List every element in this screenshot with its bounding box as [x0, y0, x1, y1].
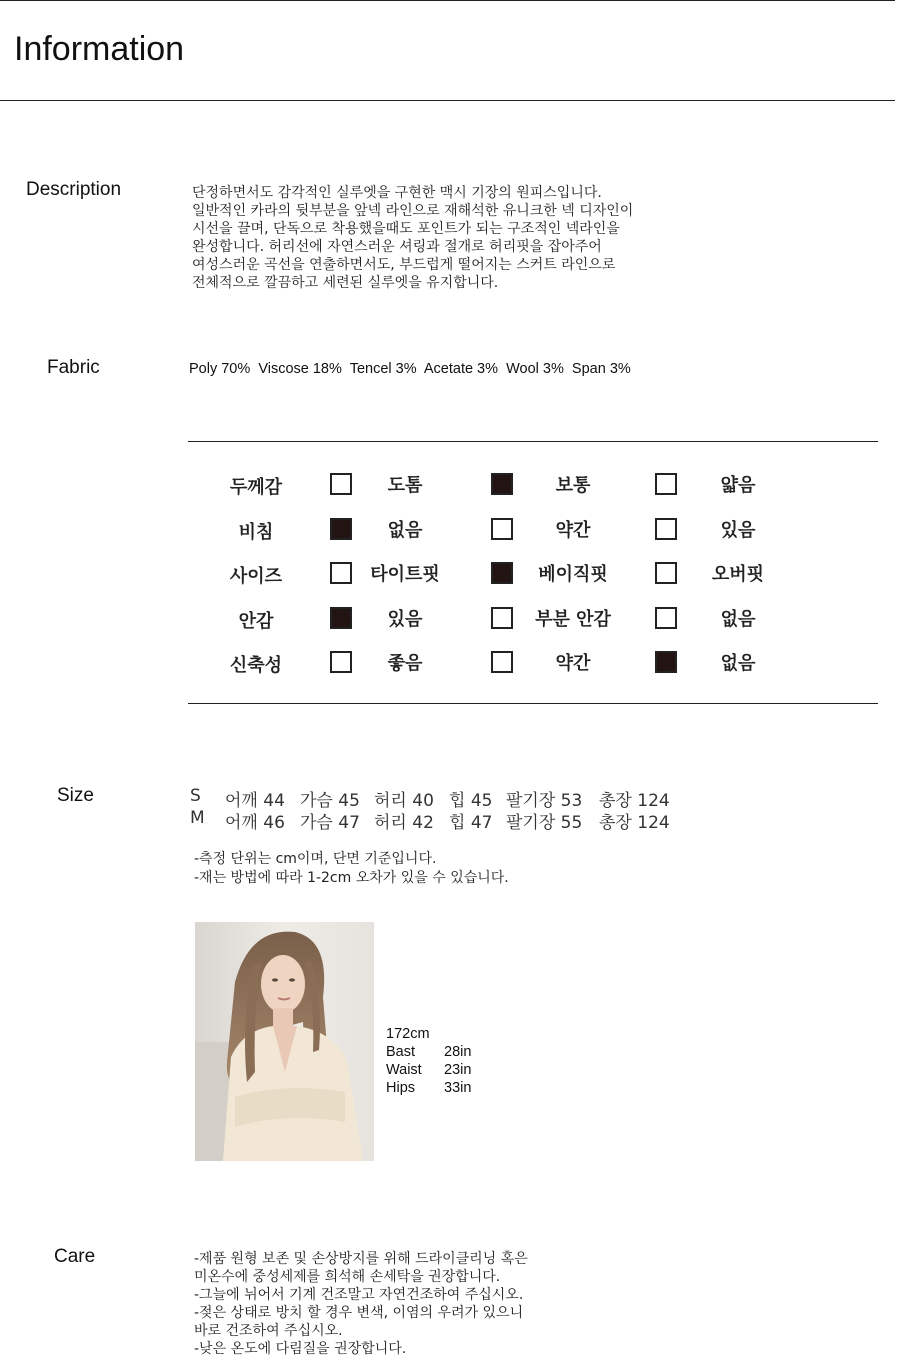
attribute-option-label: 좋음	[387, 653, 423, 674]
attribute-option-label: 약간	[555, 519, 591, 541]
care-line: 바로 건조하여 주십시오.	[194, 1323, 343, 1339]
fabric-item: Viscose 18%	[258, 361, 342, 377]
checkbox-checked	[330, 607, 352, 629]
fabric-composition	[189, 361, 631, 377]
model-height: 172cm	[386, 1026, 430, 1042]
attribute-name: 안감	[238, 610, 274, 632]
model-stat-value: 33in	[444, 1080, 472, 1096]
model-stat-label: Waist	[386, 1062, 422, 1078]
description-line: 전체적으로 깔끔하고 세련된 실루엣을 유지합니다.	[192, 275, 499, 291]
checkbox-checked	[655, 651, 677, 673]
checkbox-unchecked	[491, 607, 513, 629]
description-line: 일반적인 카라의 뒷부분을 앞넥 라인으로 재해석한 유니크한 넥 디자인이	[192, 203, 634, 219]
attribute-name: 비침	[238, 521, 274, 543]
checkbox-unchecked	[655, 473, 677, 495]
attribute-option-label: 베이직핏	[538, 564, 608, 585]
model-stat-value: 28in	[444, 1044, 472, 1060]
attribute-option-label: 없음	[720, 653, 756, 674]
attribute-name: 신축성	[229, 655, 283, 676]
description-line: 완성합니다. 허리선에 자연스러운 셔링과 절개로 허리핏을 잡아주어	[192, 239, 602, 255]
checkbox-checked	[330, 518, 352, 540]
size-shoulder: 어깨 44	[225, 791, 285, 811]
model-stat-row	[386, 1079, 472, 1097]
size-chest: 가슴 45	[300, 791, 360, 811]
attribute-option-label: 없음	[387, 519, 423, 541]
care-text	[194, 1250, 528, 1358]
size-chest: 가슴 47	[300, 813, 360, 833]
model-stat-row	[386, 1043, 472, 1061]
attribute-option-label: 있음	[720, 519, 756, 541]
size-length: 총장 124	[599, 813, 670, 833]
care-line: -젖은 상태로 방치 할 경우 변색, 이염의 우려가 있으니	[194, 1305, 524, 1321]
size-label: Size	[57, 785, 94, 806]
size-waist: 허리 40	[374, 791, 434, 811]
description-line: 여성스러운 곡선을 연출하면서도, 부드럽게 떨어지는 스커트 라인으로	[192, 257, 616, 273]
description-line: 단정하면서도 감각적인 실루엣을 구현한 맥시 기장의 원피스입니다.	[192, 185, 602, 201]
fabric-item: Poly 70%	[189, 361, 251, 377]
attribute-table-top-rule	[188, 441, 878, 442]
model-stat-label: Bast	[386, 1044, 416, 1060]
care-line: -제품 원형 보존 및 손상방지를 위해 드라이클리닝 혹은	[194, 1251, 528, 1267]
description-line: 시선을 끌며, 단독으로 착용했을때도 포인트가 되는 구조적인 넥라인을	[192, 221, 620, 237]
attribute-option-label: 없음	[720, 608, 756, 630]
care-line: -그늘에 뉘어서 기계 건조말고 자연건조하여 주십시오.	[194, 1287, 524, 1303]
size-row	[0, 808, 700, 833]
care-line: -낮은 온도에 다림질을 권장합니다.	[194, 1341, 407, 1357]
model-stat-row	[386, 1061, 472, 1079]
model-stat-value: 23in	[444, 1062, 472, 1078]
description-label: Description	[26, 179, 122, 200]
size-hip: 힙 45	[449, 791, 493, 811]
attribute-option-label: 약간	[555, 653, 591, 674]
attribute-option-label: 타이트핏	[370, 564, 440, 585]
size-sleeve: 팔기장 55	[506, 813, 583, 833]
care-line: 미온수에 중성세제를 희석해 손세탁을 권장합니다.	[194, 1269, 501, 1285]
attribute-name: 두께감	[229, 477, 283, 498]
checkbox-unchecked	[491, 651, 513, 673]
model-photo	[195, 922, 374, 1161]
header-divider	[0, 100, 895, 101]
size-note: -측정 단위는 cm이며, 단면 기준입니다.	[194, 851, 437, 867]
size-waist: 허리 42	[374, 813, 434, 833]
fabric-item: Span 3%	[571, 361, 631, 377]
checkbox-unchecked	[491, 518, 513, 540]
size-length: 총장 124	[599, 791, 670, 811]
size-hip: 힙 47	[449, 813, 493, 833]
size-note: -재는 방법에 따라 1-2cm 오차가 있을 수 있습니다.	[194, 870, 509, 886]
description-text	[192, 184, 633, 292]
checkbox-unchecked	[330, 473, 352, 495]
checkbox-checked	[491, 562, 513, 584]
attribute-option-label: 도톰	[387, 475, 423, 496]
checkbox-unchecked	[655, 562, 677, 584]
checkbox-unchecked	[330, 651, 352, 673]
fabric-label: Fabric	[47, 357, 100, 378]
checkbox-checked	[491, 473, 513, 495]
care-label: Care	[54, 1246, 96, 1267]
top-border	[0, 0, 895, 1]
size-size: M	[190, 808, 205, 828]
checkbox-unchecked	[655, 607, 677, 629]
size-row	[0, 786, 700, 811]
checkbox-unchecked	[655, 518, 677, 540]
attribute-option-label: 부분 안감	[535, 608, 611, 630]
size-notes	[194, 850, 509, 888]
size-sleeve: 팔기장 53	[506, 791, 583, 811]
checkbox-unchecked	[330, 562, 352, 584]
size-size: S	[190, 786, 201, 806]
attribute-name: 사이즈	[229, 566, 283, 587]
model-info	[386, 1025, 472, 1097]
attribute-option-label: 얇음	[720, 475, 756, 496]
fabric-item: Tencel 3%	[349, 361, 417, 377]
attribute-option-label: 있음	[387, 608, 423, 630]
size-shoulder: 어깨 46	[225, 813, 285, 833]
attribute-table-bottom-rule	[188, 703, 878, 704]
page-title: Information	[14, 30, 185, 68]
model-stat-label: Hips	[386, 1080, 416, 1096]
attribute-option-label: 오버핏	[711, 564, 765, 585]
fabric-item: Acetate 3%	[423, 361, 499, 377]
attribute-option-label: 보통	[555, 475, 591, 496]
fabric-item: Wool 3%	[506, 361, 564, 377]
